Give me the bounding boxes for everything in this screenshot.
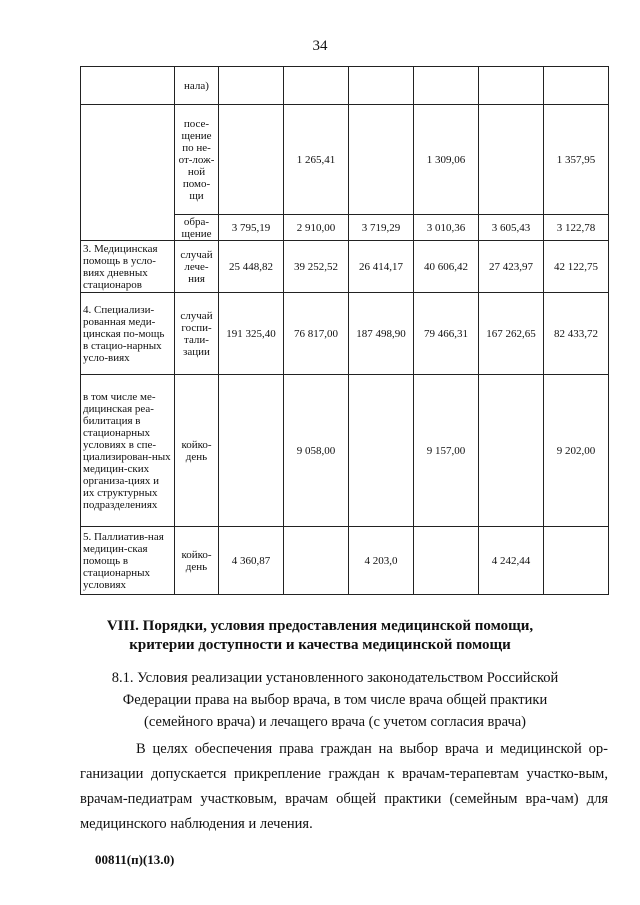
value-cell: 9 157,00 [414, 375, 479, 527]
value-cell: 4 203,0 [349, 527, 414, 595]
section-title-line: VIII. Порядки, условия предоставления медицинской помощи, [106, 618, 534, 634]
table-row [81, 67, 609, 105]
value-cell [544, 67, 609, 105]
value-cell: 82 433,72 [544, 293, 609, 375]
row-unit: нала) [175, 67, 219, 105]
page-number: 34 [312, 38, 328, 54]
table-row [81, 105, 609, 215]
clause-heading-line: (семейного врача) и лечащего врача (с учетом согласия врача) [144, 714, 526, 730]
section-title [0, 617, 640, 655]
row-unit: койко-день [175, 375, 219, 527]
value-cell [544, 527, 609, 595]
body-paragraph: В целях обеспечения права граждан на выбор врача и медицинской ор-ганизации допускается прикрепление граждан к врачам-терапевтам участко-вым, врачам-педиатрам участковым, врачам общей практики (семейным вра-чам) для медицинского наблюдения и лечения. [80, 741, 608, 832]
value-cell: 3 795,19 [219, 215, 284, 241]
row-unit: случай лече-ния [175, 241, 219, 293]
table-row [81, 527, 609, 595]
value-cell: 9 058,00 [284, 375, 349, 527]
value-cell: 187 498,90 [349, 293, 414, 375]
document-code: 00811(п)(13.0) [95, 852, 175, 867]
value-cell: 4 360,87 [219, 527, 284, 595]
value-cell [349, 375, 414, 527]
row-unit: койко-день [175, 527, 219, 595]
row-name: 3. Медицинская помощь в усло-виях дневных стационаров [81, 241, 175, 293]
value-cell: 4 242,44 [479, 527, 544, 595]
table-row [81, 241, 609, 293]
clause-heading-line: 8.1. Условия реализации установленного законодательством Российской [111, 670, 559, 686]
clause-heading-line: Федерации права на выбор врача, в том числе врача общей практики [122, 692, 548, 708]
row-name: 4. Специализи-рованная меди-цинская по-мощь в стацио-нарных усло-виях [81, 293, 175, 375]
value-cell: 39 252,52 [284, 241, 349, 293]
row-unit: случай госпи-тали-зации [175, 293, 219, 375]
value-cell [479, 67, 544, 105]
value-cell: 167 262,65 [479, 293, 544, 375]
section-title-line: критерии доступности и качества медицинской помощи [129, 637, 511, 653]
value-cell [349, 67, 414, 105]
value-cell: 1 265,41 [284, 105, 349, 215]
value-cell: 79 466,31 [414, 293, 479, 375]
value-cell [479, 375, 544, 527]
value-cell: 1 309,06 [414, 105, 479, 215]
value-cell [219, 67, 284, 105]
value-cell: 191 325,40 [219, 293, 284, 375]
value-cell: 3 719,29 [349, 215, 414, 241]
row-unit: посе-щение по не-от-лож-ной помо-щи [175, 105, 219, 215]
value-cell: 26 414,17 [349, 241, 414, 293]
value-cell: 3 010,36 [414, 215, 479, 241]
value-cell [284, 527, 349, 595]
row-name: 5. Паллиатив-ная медицин-ская помощь в стационарных условиях [81, 527, 175, 595]
value-cell: 40 606,42 [414, 241, 479, 293]
value-cell: 9 202,00 [544, 375, 609, 527]
value-cell: 27 423,97 [479, 241, 544, 293]
table-row [81, 293, 609, 375]
row-name: в том числе ме-дицинская реа-билитация в стационарных условиях в спе-циализирован-ных медицин-ских организа-циях и их структурных подразделениях [81, 375, 175, 527]
tariff-table [80, 66, 609, 595]
value-cell: 3 122,78 [544, 215, 609, 241]
value-cell [219, 105, 284, 215]
row-name [81, 105, 175, 241]
value-cell [414, 67, 479, 105]
value-cell: 76 817,00 [284, 293, 349, 375]
row-name [81, 67, 175, 105]
table-row [81, 375, 609, 527]
value-cell [479, 105, 544, 215]
value-cell [349, 105, 414, 215]
value-cell: 42 122,75 [544, 241, 609, 293]
value-cell [414, 527, 479, 595]
value-cell [284, 67, 349, 105]
value-cell: 1 357,95 [544, 105, 609, 215]
value-cell [219, 375, 284, 527]
row-unit: обра-щение [175, 215, 219, 241]
value-cell: 3 605,43 [479, 215, 544, 241]
clause-heading [100, 667, 570, 733]
value-cell: 2 910,00 [284, 215, 349, 241]
value-cell: 25 448,82 [219, 241, 284, 293]
